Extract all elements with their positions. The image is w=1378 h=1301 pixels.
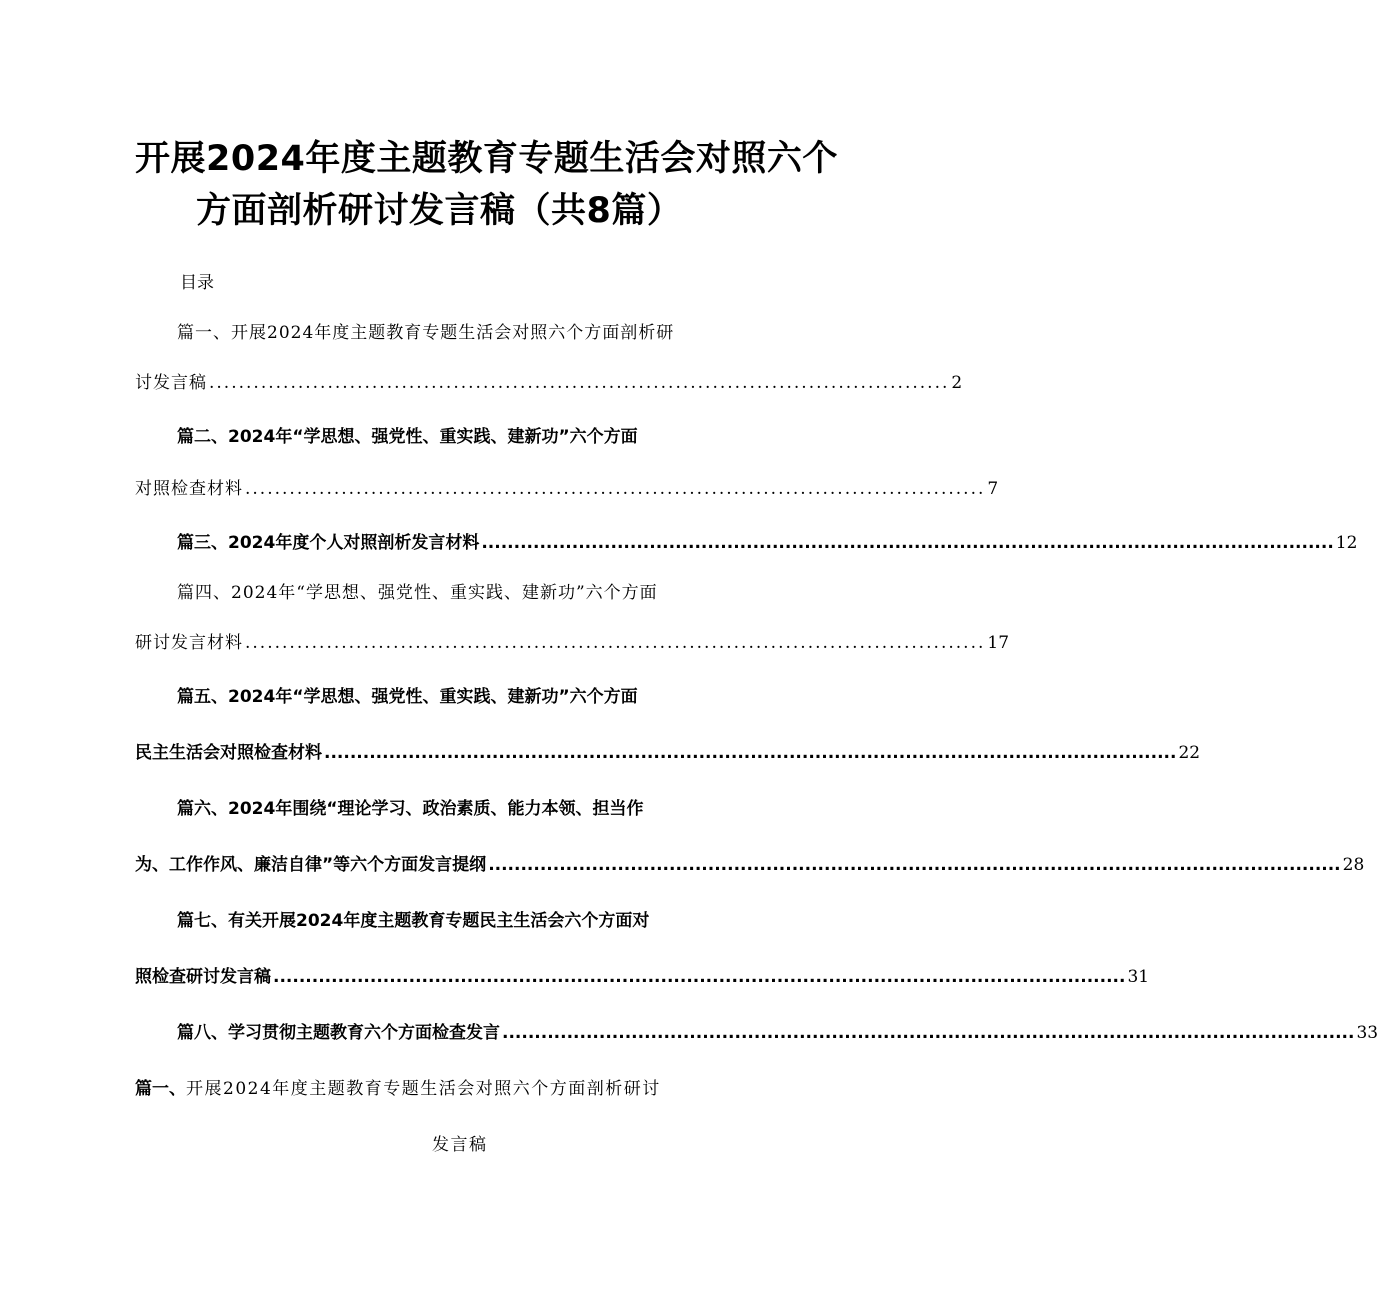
toc-entry-2-text: 对照检查材料 (135, 479, 243, 499)
document-title-line-1: 开展2024年度主题教育专题生活会对照六个 (135, 139, 838, 179)
toc-entry-7-line-1[interactable]: 篇七、有关开展2024年度主题教育专题民主生活会六个方面对 (177, 911, 650, 931)
toc-entry-6-page: 28 (1342, 855, 1365, 875)
toc-leader-dots: .................................................................................................................................... (324, 743, 1177, 763)
section-title-text: 开展2024年度主题教育专题生活会对照六个方面剖析研讨 (186, 1079, 661, 1099)
toc-leader-dots: .................................................................................................................................... (481, 533, 1334, 553)
toc-leader-dots: .................................................................................................................................... (273, 967, 1126, 987)
toc-leader-dots: .................................................................................................... (245, 479, 986, 499)
toc-entry-7-line-2[interactable] (135, 964, 1150, 990)
toc-entry-3[interactable] (177, 530, 1358, 556)
toc-entry-6-line-1[interactable]: 篇六、2024年围绕“理论学习、政治素质、能力本领、担当作 (177, 799, 644, 819)
toc-entry-8-page: 33 (1356, 1023, 1378, 1043)
toc-entry-8-text: 篇八、学习贯彻主题教育六个方面检查发言 (177, 1023, 500, 1043)
toc-entry-4-text: 研讨发言材料 (135, 633, 243, 653)
document-title-line-2: 方面剖析研讨发言稿（共8篇） (196, 191, 683, 231)
toc-entry-3-text: 篇三、2024年度个人对照剖析发言材料 (177, 533, 480, 553)
toc-entry-4-line-1[interactable]: 篇四、2024年“学思想、强党性、重实践、建新功”六个方面 (177, 583, 658, 603)
toc-entry-5-page: 22 (1178, 743, 1201, 763)
section-heading-line-1 (135, 1076, 661, 1102)
toc-entry-3-page: 12 (1335, 533, 1358, 553)
toc-entry-5-text: 民主生活会对照检查材料 (135, 743, 322, 763)
toc-entry-1-line-2[interactable] (135, 370, 963, 396)
toc-entry-2-line-2[interactable] (135, 476, 999, 502)
section-label: 篇一、 (135, 1079, 186, 1099)
toc-entry-5-line-1[interactable]: 篇五、2024年“学思想、强党性、重实践、建新功”六个方面 (177, 687, 638, 707)
toc-leader-dots: .................................................................................................... (209, 373, 950, 393)
toc-entry-2-line-1[interactable]: 篇二、2024年“学思想、强党性、重实践、建新功”六个方面 (177, 427, 638, 447)
toc-leader-dots: .................................................................................................... (245, 633, 986, 653)
toc-entry-2-page: 7 (987, 479, 999, 499)
toc-entry-1-page: 2 (951, 373, 963, 393)
toc-entry-6-line-2[interactable] (135, 852, 1365, 878)
toc-entry-4-page: 17 (987, 633, 1010, 653)
toc-leader-dots: .................................................................................................................................... (502, 1023, 1355, 1043)
toc-leader-dots: .................................................................................................................................... (488, 855, 1341, 875)
toc-entry-8[interactable] (177, 1020, 1378, 1046)
section-heading-line-2: 发言稿 (432, 1135, 488, 1155)
toc-entry-1-line-1[interactable]: 篇一、开展2024年度主题教育专题生活会对照六个方面剖析研 (177, 323, 675, 343)
toc-entry-1-text: 讨发言稿 (135, 373, 207, 393)
toc-heading: 目录 (180, 273, 214, 293)
toc-entry-6-text: 为、工作作风、廉洁自律”等六个方面发言提纲 (135, 855, 487, 875)
toc-entry-7-text: 照检查研讨发言稿 (135, 967, 271, 987)
toc-entry-4-line-2[interactable] (135, 630, 1010, 656)
toc-entry-5-line-2[interactable] (135, 740, 1201, 766)
toc-entry-7-page: 31 (1127, 967, 1150, 987)
